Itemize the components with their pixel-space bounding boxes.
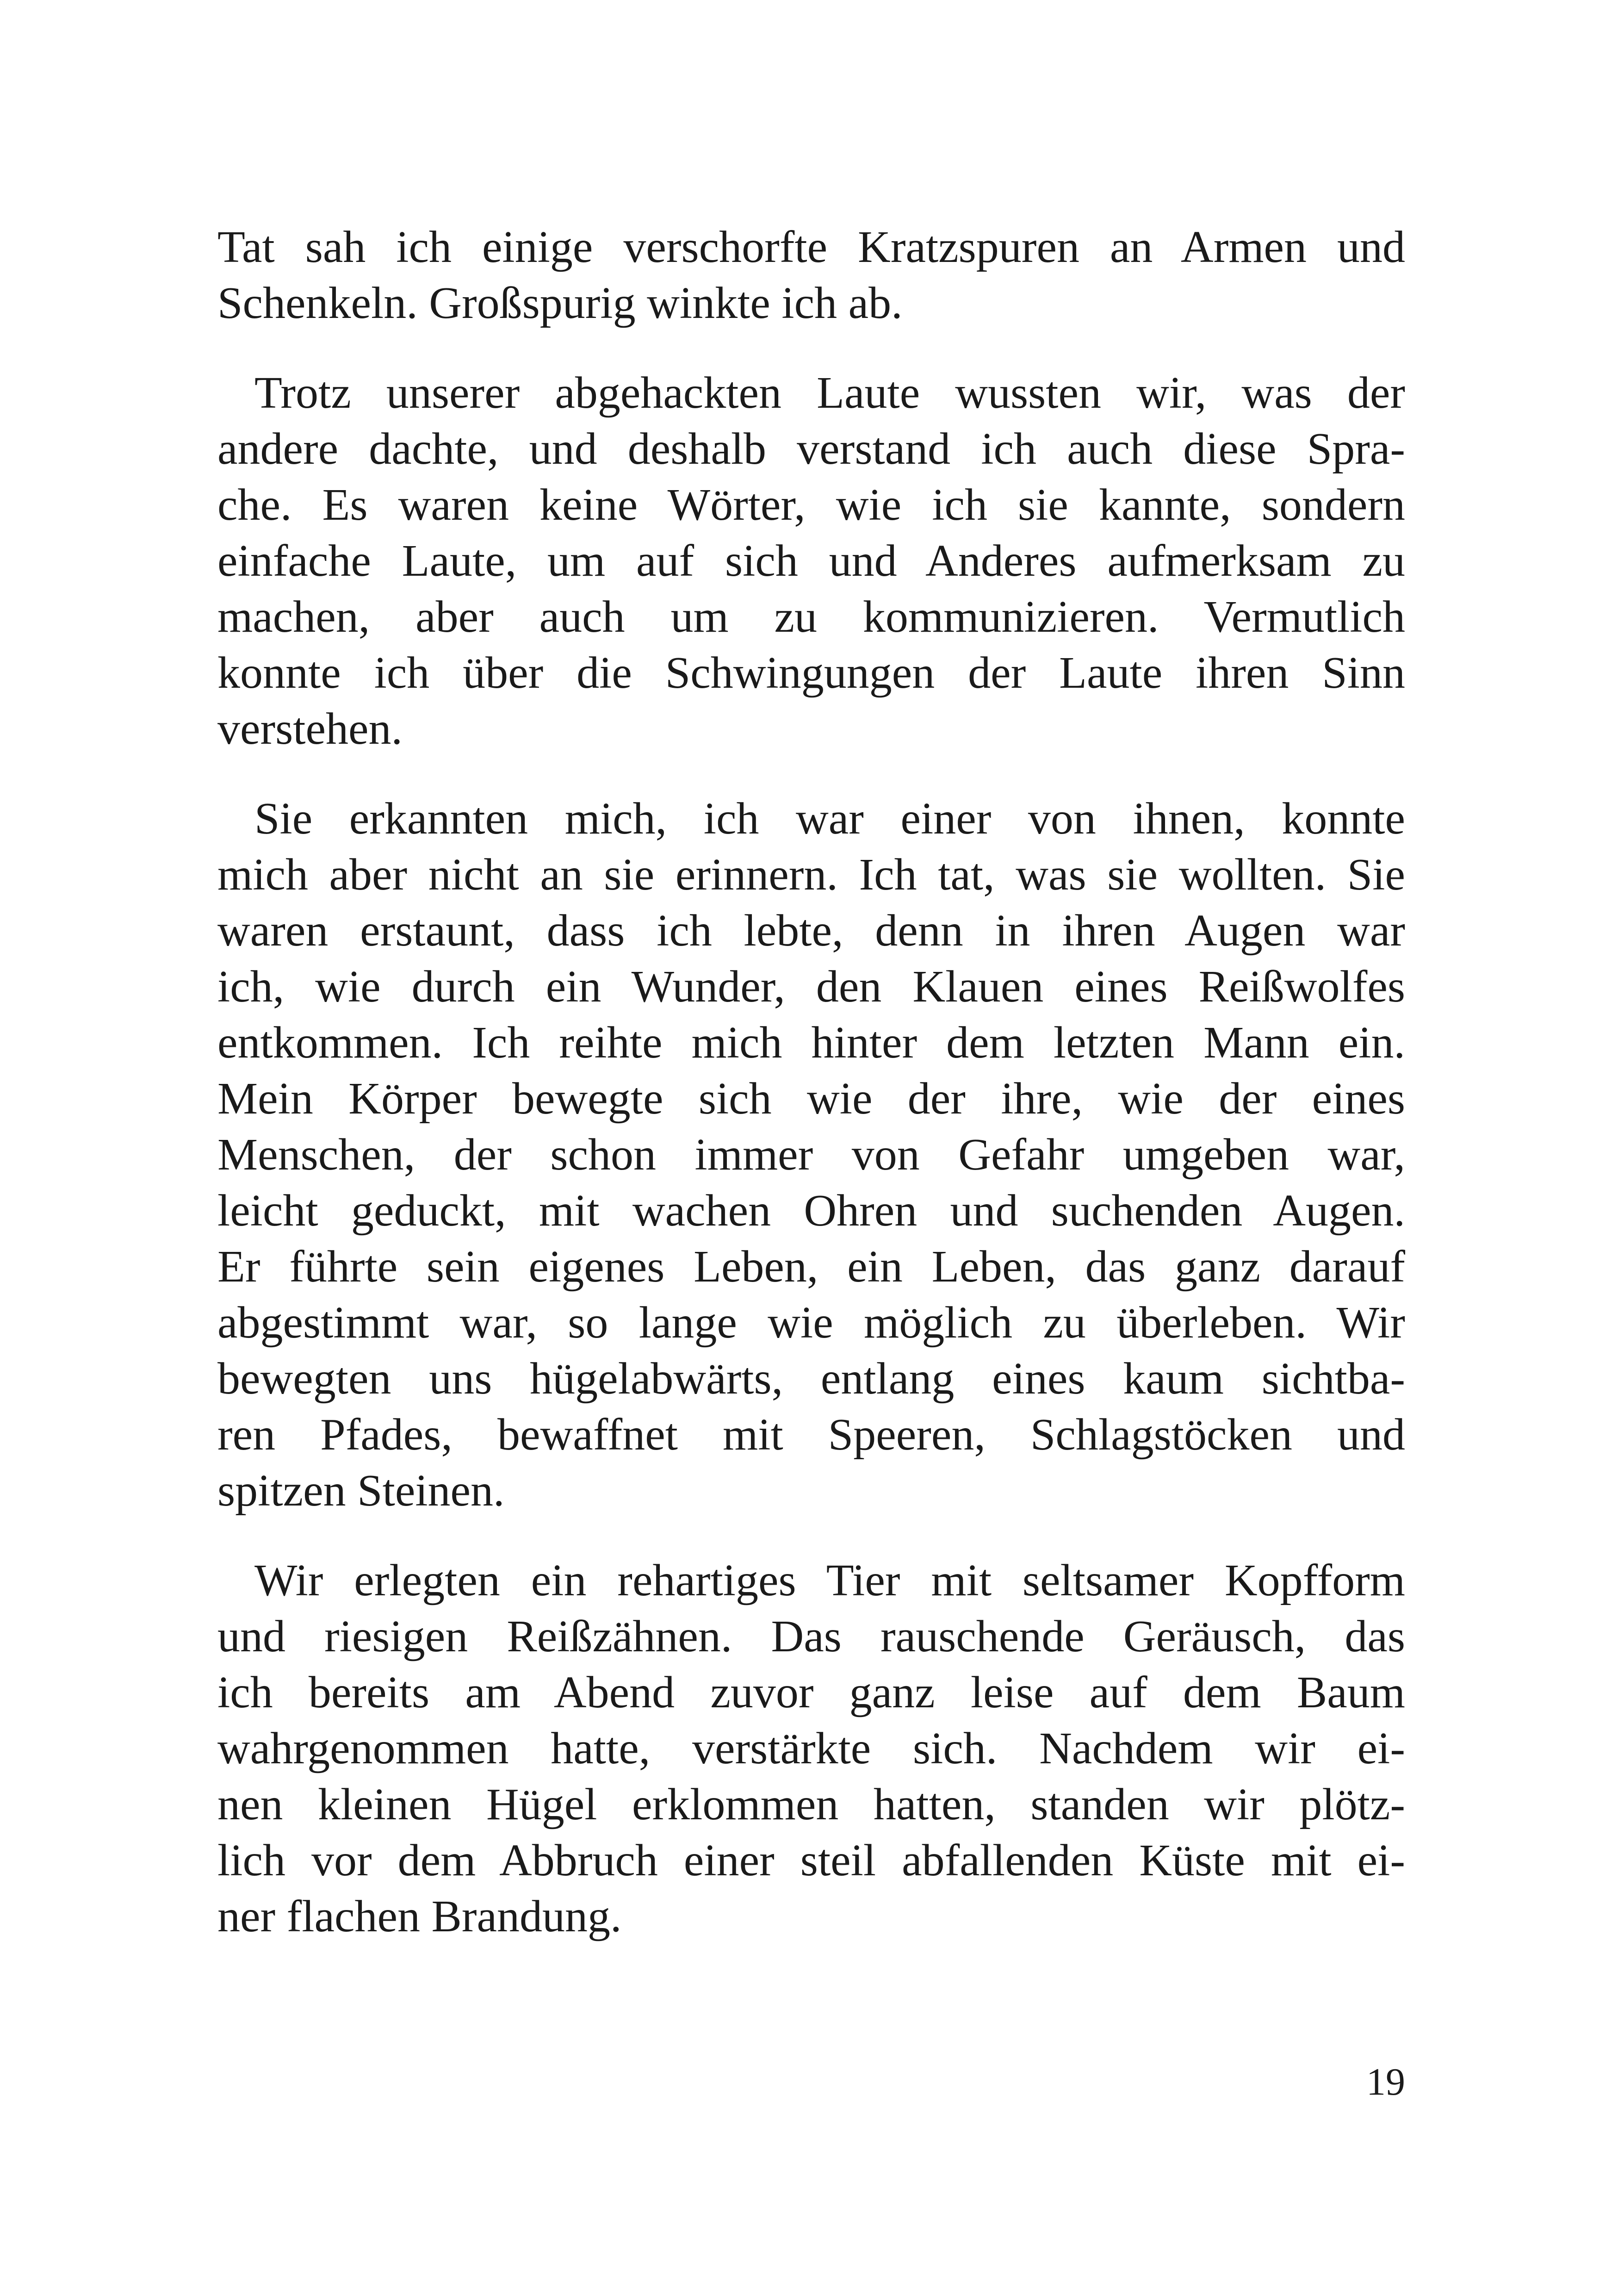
body-text [217, 219, 1405, 1979]
text-line: entkommen. Ich reihte mich hinter dem letzten Mann ein. [217, 1018, 1405, 1068]
text-line: ner flachen Brandung. [217, 1892, 622, 1941]
text-line: bewegten uns hügelabwärts, entlang eines kaum sichtba- [217, 1354, 1405, 1404]
text-line: andere dachte, und deshalb verstand ich auch diese Spra- [217, 424, 1405, 474]
text-line: ich bereits am Abend zuvor ganz leise auf dem Baum [217, 1668, 1405, 1717]
text-line: verstehen. [217, 704, 403, 754]
text-line: abgestimmt war, so lange wie möglich zu überleben. Wir [217, 1298, 1405, 1348]
text-line: Menschen, der schon immer von Gefahr umgeben war, [217, 1130, 1405, 1180]
text-line: ich, wie durch ein Wunder, den Klauen eines Reißwolfes [217, 962, 1405, 1012]
page-number: 19 [1366, 2060, 1405, 2103]
text-line: einfache Laute, um auf sich und Anderes aufmerksam zu [217, 536, 1405, 586]
paragraph [217, 1553, 1405, 1945]
text-line: che. Es waren keine Wörter, wie ich sie kannte, sondern [217, 480, 1405, 530]
paragraph [217, 365, 1405, 757]
text-line: machen, aber auch um zu kommunizieren. Vermutlich [217, 592, 1405, 642]
text-line: nen kleinen Hügel erklommen hatten, standen wir plötz- [217, 1780, 1405, 1829]
text-line: mich aber nicht an sie erinnern. Ich tat, was sie wollten. Sie [217, 850, 1405, 900]
text-line: Schenkeln. Großspurig winkte ich ab. [217, 278, 903, 328]
text-line: lich vor dem Abbruch einer steil abfallenden Küste mit ei- [217, 1836, 1405, 1885]
text-line: Sie erkannten mich, ich war einer von ihnen, konnte [254, 794, 1405, 844]
text-line: leicht geduckt, mit wachen Ohren und suchenden Augen. [217, 1186, 1405, 1236]
paragraph [217, 791, 1405, 1519]
text-line: konnte ich über die Schwingungen der Laute ihren Sinn [217, 648, 1405, 698]
text-line: Mein Körper bewegte sich wie der ihre, wie der eines [217, 1074, 1405, 1124]
text-line: wahrgenommen hatte, verstärkte sich. Nachdem wir ei- [217, 1724, 1405, 1773]
text-line: spitzen Steinen. [217, 1466, 505, 1516]
text-line: und riesigen Reißzähnen. Das rauschende Geräusch, das [217, 1612, 1405, 1661]
text-line: Er führte sein eigenes Leben, ein Leben, das ganz darauf [217, 1242, 1405, 1292]
text-line: waren erstaunt, dass ich lebte, denn in ihren Augen war [217, 906, 1405, 956]
text-line: Trotz unserer abgehackten Laute wussten wir, was der [254, 368, 1405, 418]
paragraph [217, 219, 1405, 331]
text-line: Tat sah ich einige verschorfte Kratzspuren an Armen und [217, 222, 1405, 272]
text-line: ren Pfades, bewaffnet mit Speeren, Schlagstöcken und [217, 1410, 1405, 1460]
text-line: Wir erlegten ein rehartiges Tier mit seltsamer Kopfform [254, 1556, 1405, 1605]
